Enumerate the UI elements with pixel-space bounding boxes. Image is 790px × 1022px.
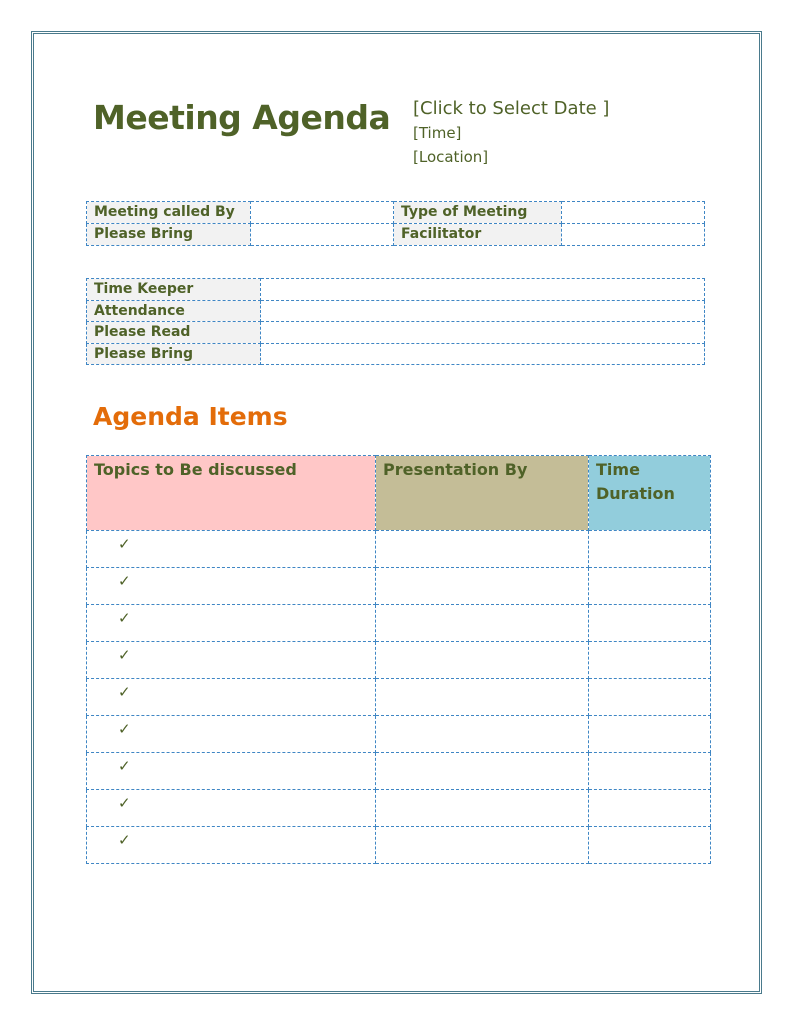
meeting-called-by-field[interactable] bbox=[251, 202, 394, 224]
document-title: Meeting Agenda bbox=[93, 98, 391, 137]
please-read-field[interactable] bbox=[261, 322, 705, 344]
time-duration-header: Time Duration bbox=[589, 456, 711, 531]
attendance-label: Attendance bbox=[87, 300, 261, 322]
presenter-cell[interactable] bbox=[376, 790, 589, 827]
topic-cell[interactable] bbox=[87, 642, 376, 679]
topic-cell[interactable] bbox=[87, 716, 376, 753]
topic-cell[interactable] bbox=[87, 753, 376, 790]
please-bring-label: Please Bring bbox=[87, 224, 251, 246]
duration-cell[interactable] bbox=[589, 531, 711, 568]
time-keeper-field[interactable] bbox=[261, 279, 705, 301]
meeting-called-by-label: Meeting called By bbox=[87, 202, 251, 224]
check-icon: ✓ bbox=[118, 757, 131, 775]
presenter-cell[interactable] bbox=[376, 642, 589, 679]
check-icon: ✓ bbox=[118, 683, 131, 701]
type-of-meeting-field[interactable] bbox=[562, 202, 705, 224]
agenda-row bbox=[87, 716, 711, 753]
date-field[interactable]: [Click to Select Date ] bbox=[413, 98, 610, 119]
please-bring-field[interactable] bbox=[251, 224, 394, 246]
table-row bbox=[87, 202, 705, 224]
check-icon: ✓ bbox=[118, 646, 131, 664]
facilitator-field[interactable] bbox=[562, 224, 705, 246]
meeting-info-table bbox=[86, 201, 705, 246]
location-field[interactable]: [Location] bbox=[413, 148, 489, 166]
agenda-row bbox=[87, 790, 711, 827]
agenda-row bbox=[87, 827, 711, 864]
agenda-row bbox=[87, 568, 711, 605]
table-row bbox=[87, 343, 705, 365]
presenter-cell[interactable] bbox=[376, 568, 589, 605]
topic-cell[interactable] bbox=[87, 568, 376, 605]
facilitator-label: Facilitator bbox=[394, 224, 562, 246]
topic-cell[interactable] bbox=[87, 605, 376, 642]
roles-table bbox=[86, 278, 705, 365]
duration-cell[interactable] bbox=[589, 642, 711, 679]
please-bring-label: Please Bring bbox=[87, 343, 261, 365]
check-icon: ✓ bbox=[118, 794, 131, 812]
agenda-row bbox=[87, 531, 711, 568]
check-icon: ✓ bbox=[118, 720, 131, 738]
check-icon: ✓ bbox=[118, 535, 131, 553]
attendance-field[interactable] bbox=[261, 300, 705, 322]
presenter-cell[interactable] bbox=[376, 531, 589, 568]
topic-cell[interactable] bbox=[87, 679, 376, 716]
check-icon: ✓ bbox=[118, 831, 131, 849]
agenda-row bbox=[87, 642, 711, 679]
topics-header: Topics to Be discussed bbox=[87, 456, 376, 531]
duration-cell[interactable] bbox=[589, 753, 711, 790]
presenter-cell[interactable] bbox=[376, 716, 589, 753]
table-row bbox=[87, 224, 705, 246]
agenda-header-row bbox=[87, 456, 711, 531]
check-icon: ✓ bbox=[118, 609, 131, 627]
duration-cell[interactable] bbox=[589, 716, 711, 753]
presenter-cell[interactable] bbox=[376, 679, 589, 716]
please-bring-field[interactable] bbox=[261, 343, 705, 365]
duration-cell[interactable] bbox=[589, 568, 711, 605]
duration-cell[interactable] bbox=[589, 790, 711, 827]
duration-cell[interactable] bbox=[589, 605, 711, 642]
topic-cell[interactable] bbox=[87, 790, 376, 827]
presenter-cell[interactable] bbox=[376, 605, 589, 642]
meeting-meta bbox=[413, 97, 609, 169]
topic-cell[interactable] bbox=[87, 827, 376, 864]
presenter-cell[interactable] bbox=[376, 827, 589, 864]
duration-cell[interactable] bbox=[589, 827, 711, 864]
agenda-row bbox=[87, 753, 711, 790]
time-keeper-label: Time Keeper bbox=[87, 279, 261, 301]
agenda-row bbox=[87, 679, 711, 716]
topic-cell[interactable] bbox=[87, 531, 376, 568]
time-field[interactable]: [Time] bbox=[413, 124, 462, 142]
table-row bbox=[87, 279, 705, 301]
table-row bbox=[87, 322, 705, 344]
please-read-label: Please Read bbox=[87, 322, 261, 344]
table-row bbox=[87, 300, 705, 322]
duration-cell[interactable] bbox=[589, 679, 711, 716]
agenda-row bbox=[87, 605, 711, 642]
presentation-by-header: Presentation By bbox=[376, 456, 589, 531]
check-icon: ✓ bbox=[118, 572, 131, 590]
type-of-meeting-label: Type of Meeting bbox=[394, 202, 562, 224]
agenda-items-heading: Agenda Items bbox=[93, 402, 288, 431]
agenda-table bbox=[86, 455, 711, 864]
presenter-cell[interactable] bbox=[376, 753, 589, 790]
